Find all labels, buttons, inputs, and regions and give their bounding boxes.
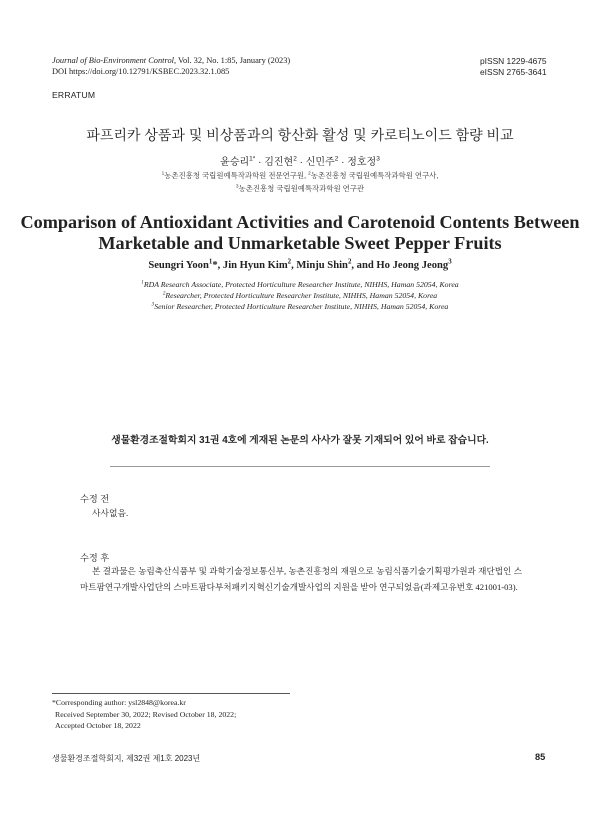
- english-author-name: Seungri Yoon: [148, 260, 209, 271]
- affiliation-sup: 2: [308, 171, 311, 177]
- english-author-name: Minju Shin: [296, 260, 348, 271]
- english-affiliation: [0, 302, 600, 311]
- affiliation-text: Senior Researcher, Protected Horticulture Researcher Institute, NIHHS, Haman 52054, Korea: [154, 302, 449, 311]
- affiliation-text: 농촌진흥청 국립원예특작과학원 전문연구원,: [164, 171, 309, 180]
- accepted-date: Accepted October 18, 2022: [55, 721, 141, 730]
- after-correction-heading: 수정 후: [80, 553, 110, 563]
- after-correction-text: 본 결과물은 농림축산식품부 및 과학기술정보통신부, 농촌진흥청의 재원으로 농림식품기술기획평가원과 재단법인 스마트팜연구개발사업단의 스마트팜다부처패키지혁신기술개발사업의 지원을 받아 연구되었음(과제고유번호 421001-03).: [80, 566, 522, 592]
- corresponding-author: *Corresponding author: ysl2848@korea.kr: [52, 698, 186, 707]
- korean-affiliation-line-1: [0, 170, 600, 181]
- english-author-name: Jin Hyun Kim: [222, 260, 288, 271]
- english-author-sup: 1: [208, 258, 213, 266]
- footer-journal-issue: 생물환경조절학회지, 제32권 제1호 2023년: [52, 754, 201, 763]
- korean-author-sup: 2: [293, 155, 297, 163]
- korean-author-name: 신민주: [305, 157, 335, 168]
- korean-author-name: 정호정: [347, 157, 377, 168]
- author-separator: ·: [255, 157, 265, 168]
- author-separator: ·: [296, 157, 306, 168]
- affiliation-text: RDA Research Associate, Protected Horticulture Researcher Institute, NIHHS, Haman 52054, Korea: [143, 280, 459, 289]
- korean-affiliation-line-2: [0, 183, 600, 194]
- author-separator: ·: [338, 157, 348, 168]
- before-correction-text: 사사없음.: [92, 508, 129, 518]
- before-correction-heading: 수정 전: [80, 494, 110, 504]
- english-author-name: Ho Jeong Jeong: [376, 260, 449, 271]
- author-separator: , and: [351, 260, 377, 271]
- korean-title: 파프리카 상품과 및 비상품과의 항산화 활성 및 카로티노이드 함량 비교: [86, 127, 514, 143]
- english-affiliation: [0, 291, 600, 300]
- journal-citation: [52, 56, 290, 65]
- received-date: Received September 30, 2022; Revised October 18, 2022;: [55, 710, 237, 719]
- affiliation-text: 농촌진흥청 국립원예특작과학원 연구관: [238, 184, 365, 193]
- affiliation-sup: 3: [235, 184, 239, 190]
- doi-line: DOI https://doi.org/10.12791/KSBEC.2023.32.1.085: [52, 67, 230, 76]
- page-number: 85: [535, 752, 546, 762]
- korean-author-sup: 3: [376, 155, 380, 163]
- footnote-divider: [52, 693, 290, 694]
- affiliation-sup: 1: [161, 171, 165, 177]
- english-author-sup: 3: [448, 258, 452, 266]
- korean-author-name: 김진현: [264, 157, 294, 168]
- pissn: pISSN 1229-4675: [480, 56, 547, 66]
- author-separator: *,: [212, 260, 223, 271]
- affiliation-sup: 2: [162, 290, 166, 297]
- affiliation-text: 농촌진흥청 국립원예특작과학원 연구사,: [310, 171, 439, 180]
- english-title-line-1: Comparison of Antioxidant Activities and Carotenoid Contents Between: [20, 212, 580, 232]
- english-author-sup: 2: [347, 258, 352, 266]
- journal-name: Journal of Bio-Environment Control: [52, 56, 174, 65]
- korean-author-sup: 2: [334, 155, 339, 163]
- english-author-sup: 2: [287, 258, 292, 266]
- author-separator: ,: [291, 260, 297, 271]
- erratum-notice: 생물환경조절학회지 31권 4호에 게재된 논문의 사사가 잘못 기재되어 있어 바로 잡습니다.: [111, 435, 489, 446]
- english-authors: [0, 260, 600, 271]
- english-affiliation: [0, 280, 600, 289]
- eissn: eISSN 2765-3641: [480, 67, 547, 77]
- korean-author-sup: 1*: [249, 155, 256, 163]
- affiliation-sup: 3: [151, 301, 155, 308]
- korean-authors: [0, 153, 600, 168]
- article-type-label: ERRATUM: [52, 90, 96, 100]
- affiliation-text: Researcher, Protected Horticulture Researcher Institute, NIHHS, Haman 52054, Korea: [165, 291, 438, 300]
- affiliation-sup: 1: [141, 279, 144, 286]
- korean-author-name: 윤승리: [220, 157, 250, 168]
- section-divider: [110, 466, 490, 467]
- english-title: [0, 212, 600, 254]
- journal-volume-issue: , Vol. 32, No. 1:85, January (2023): [173, 56, 291, 65]
- english-title-line-2: Marketable and Unmarketable Sweet Pepper Fruits: [98, 233, 502, 253]
